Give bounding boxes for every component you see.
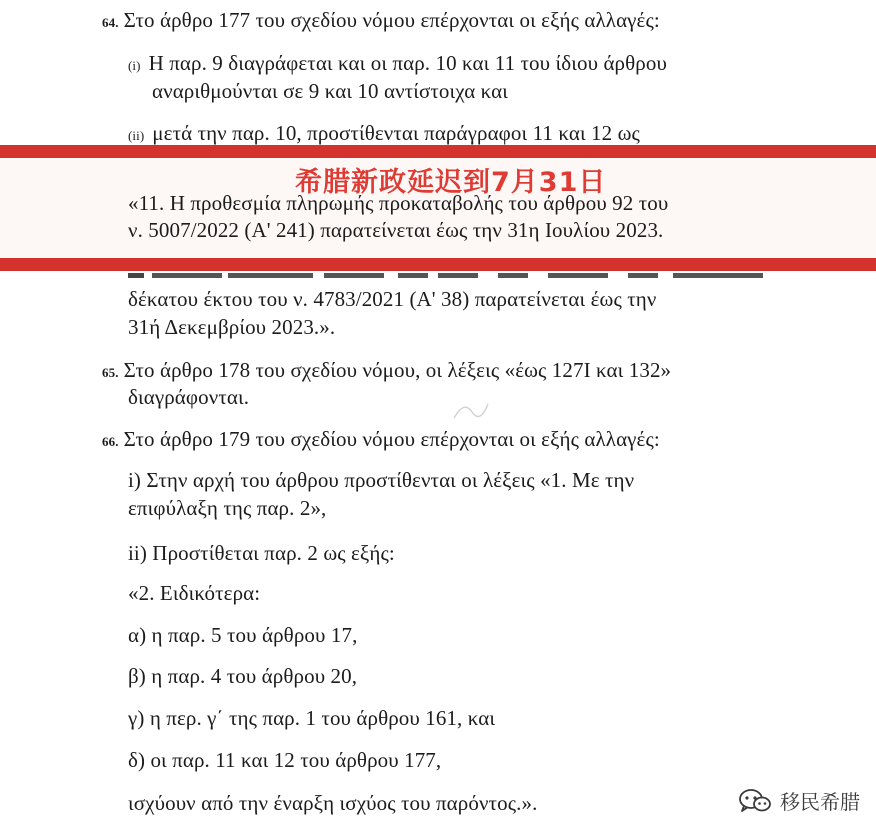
faint-watermark-mark	[450, 398, 490, 422]
section-66-item-i-line2: επιφύλαξη της παρ. 2»,	[128, 496, 327, 520]
section-64-heading: 64. Στο άρθρο 177 του σχεδίου νόμου επέρχονται οι εξής αλλαγές:	[102, 8, 660, 32]
par-12-line3: 31ή Δεκεμβρίου 2023.».	[128, 315, 336, 339]
account-watermark	[738, 786, 860, 815]
obscured-text-fragment	[128, 271, 768, 279]
banner-title: 希腊新政延迟到7月31日	[295, 167, 607, 198]
watermark-label: 移民希腊	[780, 790, 860, 814]
banner-top-stripe	[0, 145, 876, 158]
list-item-gamma: γ) η περ. γ΄ της παρ. 1 του άρθρου 161, και	[128, 706, 496, 730]
banner-bottom-stripe	[0, 258, 876, 271]
closing-line: ισχύουν από την έναρξη ισχύος του παρόντος.».	[128, 791, 538, 815]
section-number: 64.	[102, 15, 119, 30]
item-ii-line1: (ii) μετά την παρ. 10, προστίθενται παράγραφοι 11 και 12 ως	[128, 121, 640, 145]
par-11-line1: «11. Η προθεσμία πληρωμής προκαταβολής του άρθρου 92 του	[128, 191, 669, 215]
wechat-icon	[738, 788, 772, 814]
list-item-delta: δ) οι παρ. 11 και 12 του άρθρου 177,	[128, 748, 442, 772]
item-i-line2: αναριθμούνται σε 9 και 10 αντίστοιχα και	[152, 79, 509, 103]
section-66-item-i-line1: i) Στην αρχή του άρθρου προστίθενται οι λέξεις «1. Με την	[128, 468, 635, 492]
par-11-line2: ν. 5007/2022 (Α' 241) παρατείνεται έως την 31η Ιουλίου 2023.	[128, 218, 664, 242]
section-66-item-ii: ii) Προστίθεται παρ. 2 ως εξής:	[128, 541, 395, 565]
par-2-intro: «2. Ειδικότερα:	[128, 581, 261, 605]
item-marker: (i)	[128, 58, 141, 73]
list-item-beta: β) η παρ. 4 του άρθρου 20,	[128, 664, 358, 688]
section-65-line1: 65. Στο άρθρο 178 του σχεδίου νόμου, οι λέξεις «έως 127Ι και 132»	[102, 358, 672, 382]
section-number: 66.	[102, 434, 119, 449]
list-item-alpha: α) η παρ. 5 του άρθρου 17,	[128, 623, 358, 647]
item-i-line1: (i) Η παρ. 9 διαγράφεται και οι παρ. 10 και 11 του ίδιου άρθρου	[128, 51, 667, 75]
item-marker: (ii)	[128, 128, 145, 143]
par-12-line2: δέκατου έκτου του ν. 4783/2021 (Α' 38) παρατείνεται έως την	[128, 287, 657, 311]
section-number: 65.	[102, 365, 119, 380]
section-65-line2: διαγράφονται.	[128, 385, 250, 409]
section-66-heading: 66. Στο άρθρο 179 του σχεδίου νόμου επέρχονται οι εξής αλλαγές:	[102, 427, 660, 451]
